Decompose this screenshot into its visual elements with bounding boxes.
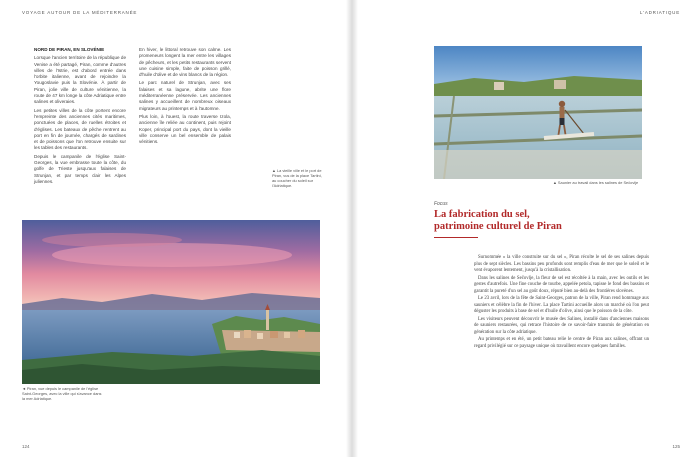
paragraph: Les visiteurs peuvent découvrir le musée des Salines, installé dans d'anciennes maisons de sauniers restaurées, qui retrace l'histoire de ce savoir-faire transmis de génération en génération sur la côte adriatique. (474, 316, 649, 335)
running-head-right: L'ADRIATIQUE (639, 10, 680, 15)
article-title (434, 209, 562, 233)
paragraph: Le 23 avril, lors de la fête de Saint-Georges, patron de la ville, Piran rend hommage aux sauniers et célèbre la fin de l'hiver. La place Tartini accueille alors un marché où l'on peut déguster les produits à base de sel et d'huile d'olive, ainsi que le poisson de la côte. (474, 296, 649, 314)
paragraph: Plus loin, à l'ouest, la route traverse Izola, ancienne île reliée au continent, puis rejoint Koper, principal port du pays, dont la vieille ville conserve un bel ensemble de palais vénitiens. (139, 113, 231, 145)
paragraph: Dans les salines de Sečovlje, la fleur de sel est récoltée à la main, avec les outils et les gestes d'autrefois. Une fine couche de tourbe, appelée petola, tapisse le fond des bassins et garantit la pureté d'un sel au goût doux, réputé bien au-delà des frontières slovènes. (474, 275, 649, 294)
accent-rule (434, 237, 478, 238)
article-body (474, 255, 649, 351)
text-column-2 (139, 47, 231, 147)
paragraph: Depuis le campanile de l'église Saint-Georges, la vue embrasse toute la côte, du golfe de Trieste jusqu'aux falaises de Strunjan, et par temps clair les Alpes juliennes. (34, 153, 126, 184)
paragraph: Le parc naturel de Strunjan, avec ses falaises et sa lagune, abrite une flore méditerranéenne préservée. Les anciennes salines y accueillent de nombreux oiseaux migrateurs au printemps et à l'automne. (139, 80, 231, 111)
running-head-left: VOYAGE AUTOUR DE LA MÉDITERRANÉE (22, 10, 138, 15)
paragraph: Au printemps et en été, un petit bateau relie le centre de Piran aux salines, offrant un regard privilégié sur ce paysage unique où travaillent encore quelques familles. (474, 337, 649, 349)
text-column-1 (34, 47, 126, 187)
paragraph: Les petites villes de la côte portent encore l'empreinte des anciennes cités maritimes, ponctuées de places, de ruelles étroites et d'églises. Les bateaux de pêche rentrent au port en fin de journée, chargés de sardines et de poissons que l'on retrouve ensuite sur les tables des restaurants. (34, 107, 126, 151)
salt-photo-caption: ▲ Saunier au travail dans les salines de Sečovlje (553, 180, 639, 185)
article-title-line-2: patrimoine culturel de Piran (434, 221, 562, 232)
piran-coast-photo (22, 220, 320, 384)
page-number-left: 124 (22, 444, 30, 449)
salt-pans-photo (434, 46, 642, 179)
paragraph: Surnommée « la ville construite sur du sel », Piran récolte le sel de ses salines depuis plus de sept siècles. Les bassins peu profonds sont remplis d'eau de mer que le soleil et le vent évaporent lentement, jusqu'à la cristallisation. (474, 255, 649, 273)
article-title-line-1: La fabrication du sel, (434, 209, 530, 220)
center-gutter (346, 0, 358, 457)
focus-kicker: Focus (434, 201, 448, 207)
paragraph: En hiver, le littoral retrouve son calme. Les promeneurs longent la mer entre les villages de pêcheurs, et les petits restaurants servent une cuisine simple, faite de poisson grillé, d'huile d'olive et de vins blancs de la région. (139, 47, 231, 78)
page-number-right: 125 (672, 444, 680, 449)
paragraph: Lorsque l'ancien territoire de la république de Venise a été partagé, Piran, comme d'autres villes de l'Istrie, est d'abord entrée dans l'orbite italienne, avant de rejoindre la Yougoslavie puis la Slovénie. À partir de Piran, jolie ville de culture vénitienne, la route de 47 km longe la côte Adriatique entre salines et oliveraies. (34, 55, 126, 105)
section-heading: NORD DE PIRAN, EN SLOVÉNIE (34, 47, 105, 52)
photo-caption-top: ▲ La vieille ville et le port de Piran, vus de la place Tartini, au coucher du soleil sur l'Adriatique. (272, 168, 322, 188)
photo-caption-bottom: ◄ Piran, vue depuis le campanile de l'église Saint-Georges, avec la ville qui s'avance dans la mer Adriatique. (22, 386, 102, 401)
